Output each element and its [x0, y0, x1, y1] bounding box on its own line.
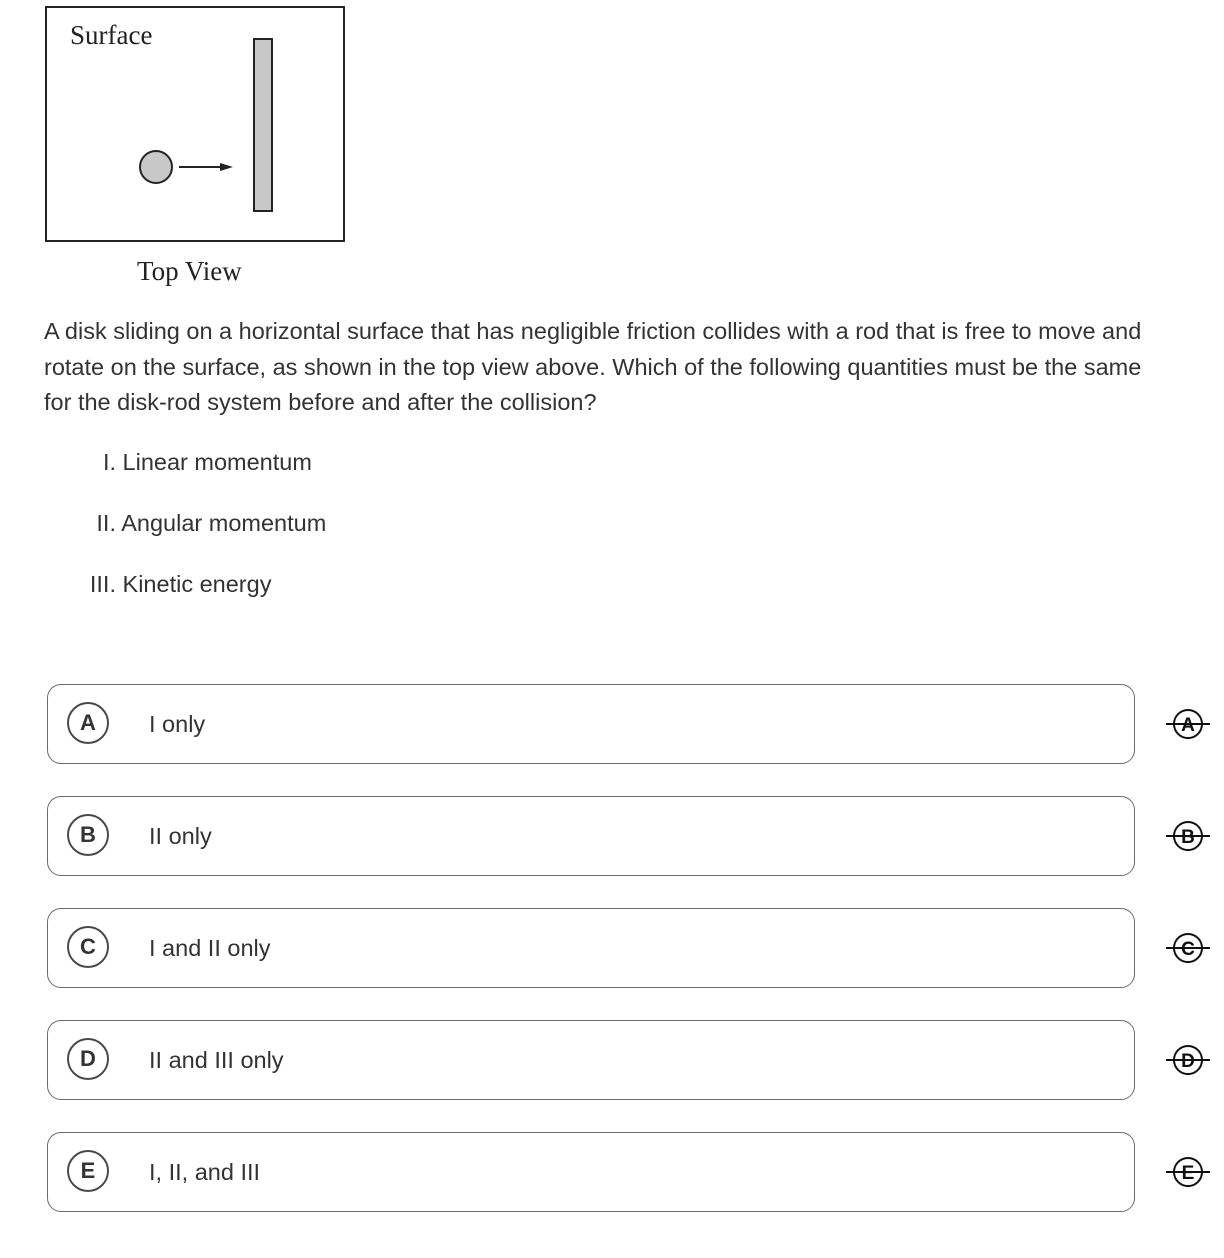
surface-label: Surface: [70, 20, 153, 50]
strikethrough-letter-icon: [1164, 1155, 1212, 1189]
disk: [140, 151, 172, 183]
option-letter-badge: A: [67, 702, 109, 744]
statement-numeral: I.: [102, 449, 116, 475]
svg-text:E: E: [1181, 1163, 1195, 1184]
question-stem-line: rotate on the surface, as shown in the top view above. Which of the following quantities must be the same: [44, 353, 1142, 380]
option-letter-badge: E: [67, 1150, 109, 1192]
statement-numeral: III.: [89, 571, 116, 597]
option-text: I and II only: [149, 935, 271, 961]
top-view-figure: [45, 6, 345, 291]
question-stem: [44, 314, 1224, 421]
eliminate-option-c-button[interactable]: [1164, 931, 1212, 965]
eliminate-option-a-button[interactable]: [1164, 707, 1212, 741]
statement-item: [0, 505, 326, 541]
option-e[interactable]: [47, 1132, 1135, 1212]
eliminate-option-e-button[interactable]: [1164, 1155, 1212, 1189]
figure-caption: Top View: [137, 256, 242, 286]
statement-text: Kinetic energy: [122, 571, 272, 597]
option-letter-badge: C: [67, 926, 109, 968]
option-text: II and III only: [149, 1047, 284, 1073]
statement-text: Angular momentum: [121, 510, 327, 536]
option-text: II only: [149, 823, 212, 849]
strikethrough-letter-icon: [1164, 1043, 1212, 1077]
statement-item: [0, 444, 312, 480]
option-letter-badge: B: [67, 814, 109, 856]
statement-item: [0, 566, 271, 602]
option-d[interactable]: [47, 1020, 1135, 1100]
option-text: I, II, and III: [149, 1159, 261, 1185]
svg-text:C: C: [1181, 939, 1195, 960]
option-text: I only: [149, 711, 206, 737]
eliminate-option-b-button[interactable]: [1164, 819, 1212, 853]
strikethrough-letter-icon: [1164, 931, 1212, 965]
question-stem-line: A disk sliding on a horizontal surface that has negligible friction collides with a rod that is free to move and: [44, 318, 1142, 344]
statement-text: Linear momentum: [122, 449, 312, 475]
strikethrough-letter-icon: [1164, 707, 1212, 741]
svg-text:B: B: [1181, 827, 1195, 848]
svg-text:A: A: [1181, 715, 1195, 736]
option-a[interactable]: [47, 684, 1135, 764]
option-c[interactable]: [47, 908, 1135, 988]
option-b[interactable]: [47, 796, 1135, 876]
rod: [254, 39, 272, 211]
physics-diagram: [45, 6, 345, 291]
option-letter-badge: D: [67, 1038, 109, 1080]
svg-text:D: D: [1181, 1051, 1195, 1072]
statement-numeral: II.: [96, 510, 116, 536]
eliminate-option-d-button[interactable]: [1164, 1043, 1212, 1077]
question-stem-line: for the disk-rod system before and after the collision?: [44, 389, 597, 415]
strikethrough-letter-icon: [1164, 819, 1212, 853]
